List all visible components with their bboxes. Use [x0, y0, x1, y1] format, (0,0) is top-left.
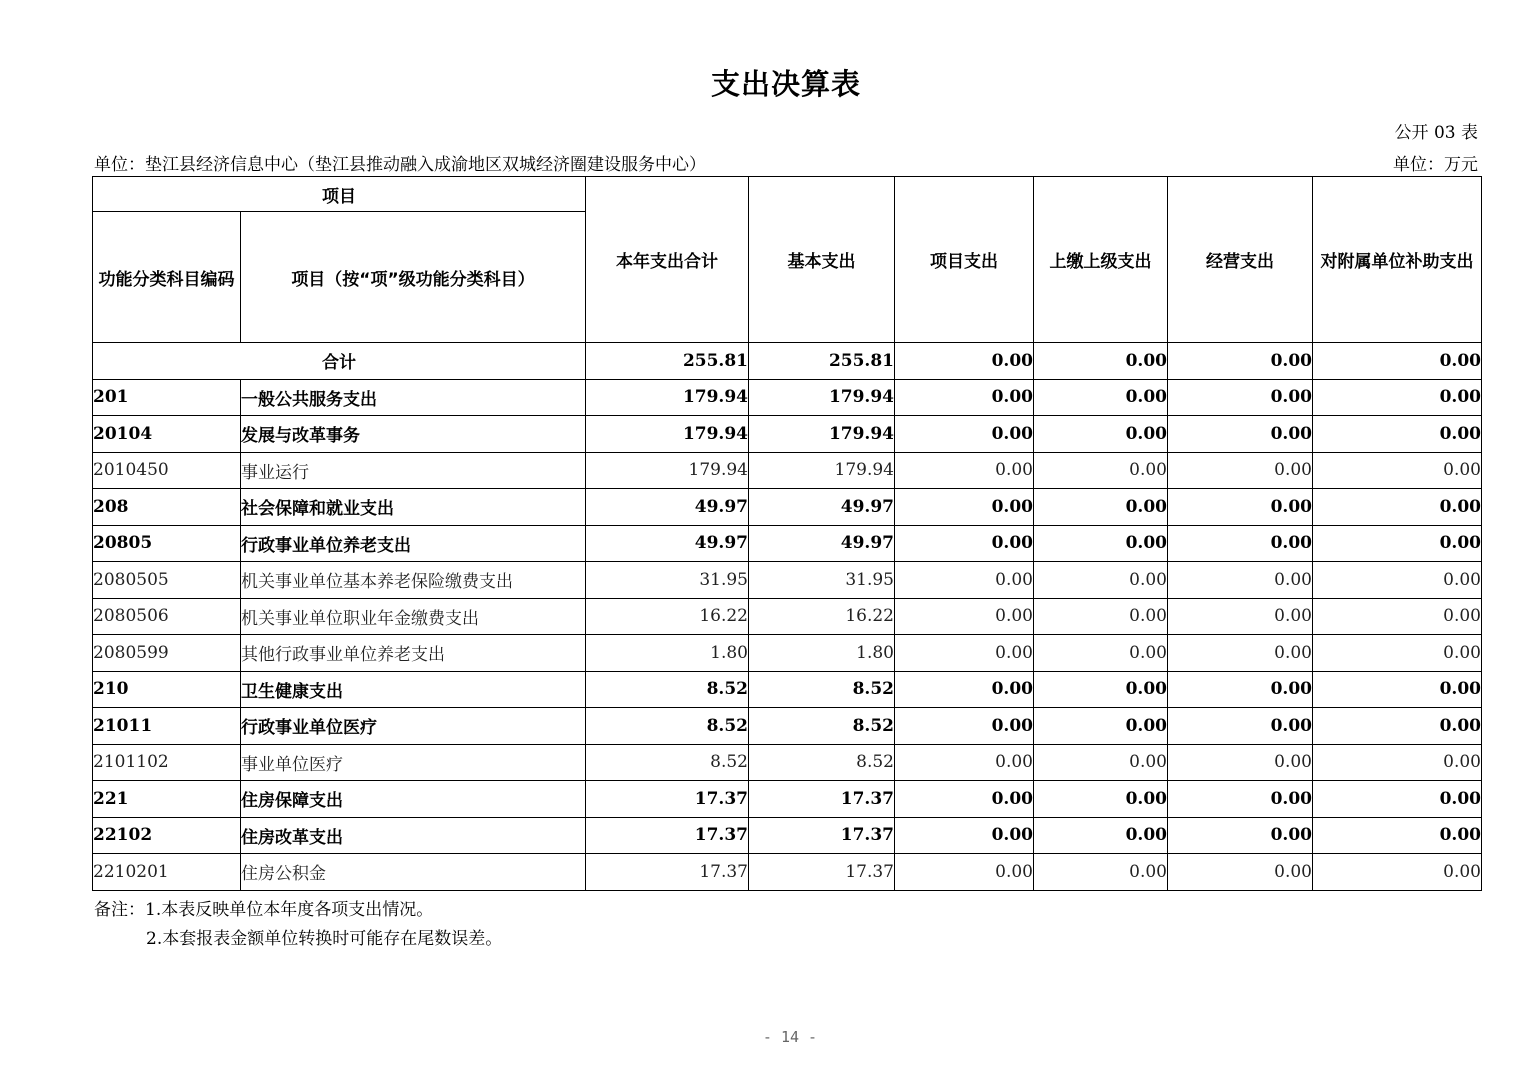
row-value: 0.00	[1168, 452, 1313, 489]
header-col-name: 项目（按“项”级功能分类科目）	[241, 212, 586, 343]
row-value: 0.00	[1168, 708, 1313, 745]
row-value: 0.00	[1313, 635, 1482, 672]
row-value: 8.52	[749, 671, 895, 708]
table-row	[93, 635, 1482, 672]
row-value: 0.00	[1034, 416, 1168, 453]
row-code: 2080599	[93, 635, 241, 672]
row-value: 179.94	[586, 379, 749, 416]
row-code: 20805	[93, 525, 241, 562]
row-value: 49.97	[586, 489, 749, 526]
total-label: 合计	[93, 343, 586, 380]
table-row	[93, 671, 1482, 708]
row-value: 0.00	[895, 781, 1034, 818]
row-value: 16.22	[749, 598, 895, 635]
row-value: 0.00	[895, 854, 1034, 891]
header-col-total-expenditure: 本年支出合计	[586, 177, 749, 343]
row-value: 179.94	[749, 452, 895, 489]
row-value: 0.00	[1168, 562, 1313, 599]
row-name: 事业运行	[241, 452, 586, 489]
total-row	[93, 343, 1482, 380]
row-value: 0.00	[1313, 854, 1482, 891]
row-value: 0.00	[1168, 525, 1313, 562]
row-value: 0.00	[1034, 854, 1168, 891]
header-col-basic-expenditure: 基本支出	[749, 177, 895, 343]
row-value: 0.00	[1313, 452, 1482, 489]
header-col-code: 功能分类科目编码	[93, 212, 241, 343]
row-value: 31.95	[749, 562, 895, 599]
amount-unit: 单位：万元	[1393, 155, 1478, 175]
row-value: 0.00	[1168, 598, 1313, 635]
table-body	[93, 343, 1482, 891]
row-name: 住房保障支出	[241, 781, 586, 818]
row-name: 行政事业单位医疗	[241, 708, 586, 745]
row-value: 0.00	[1313, 744, 1482, 781]
row-value: 0.00	[1034, 525, 1168, 562]
row-code: 2210201	[93, 854, 241, 891]
table-row	[93, 489, 1482, 526]
row-code: 2010450	[93, 452, 241, 489]
page-title: 支出决算表	[710, 67, 861, 101]
row-value: 0.00	[1168, 416, 1313, 453]
row-value: 0.00	[1034, 708, 1168, 745]
row-value: 31.95	[586, 562, 749, 599]
row-value: 0.00	[895, 635, 1034, 672]
row-value: 0.00	[1168, 817, 1313, 854]
row-code: 221	[93, 781, 241, 818]
row-value: 0.00	[1034, 817, 1168, 854]
row-value: 0.00	[1034, 635, 1168, 672]
row-value: 0.00	[895, 452, 1034, 489]
row-value: 0.00	[1034, 562, 1168, 599]
row-name: 卫生健康支出	[241, 671, 586, 708]
form-number: 公开 03 表	[1394, 123, 1478, 143]
total-value: 0.00	[1168, 343, 1313, 380]
row-value: 0.00	[1313, 708, 1482, 745]
row-code: 210	[93, 671, 241, 708]
row-value: 17.37	[749, 781, 895, 818]
header-col-project-expenditure: 项目支出	[895, 177, 1034, 343]
row-value: 0.00	[895, 562, 1034, 599]
row-name: 社会保障和就业支出	[241, 489, 586, 526]
row-code: 22102	[93, 817, 241, 854]
row-value: 8.52	[749, 744, 895, 781]
total-value: 255.81	[749, 343, 895, 380]
row-code: 20104	[93, 416, 241, 453]
row-value: 0.00	[1313, 817, 1482, 854]
row-value: 0.00	[1034, 744, 1168, 781]
notes	[94, 896, 502, 954]
row-value: 17.37	[586, 781, 749, 818]
row-value: 0.00	[1034, 598, 1168, 635]
row-value: 1.80	[586, 635, 749, 672]
row-value: 17.37	[749, 854, 895, 891]
header-col-subsidy-affiliated: 对附属单位补助支出	[1313, 177, 1482, 343]
row-value: 0.00	[1168, 854, 1313, 891]
row-value: 0.00	[1313, 489, 1482, 526]
row-value: 8.52	[586, 708, 749, 745]
row-name: 机关事业单位职业年金缴费支出	[241, 598, 586, 635]
table-row	[93, 525, 1482, 562]
row-value: 0.00	[895, 416, 1034, 453]
row-value: 0.00	[895, 489, 1034, 526]
row-value: 0.00	[1168, 671, 1313, 708]
table-row	[93, 854, 1482, 891]
row-value: 179.94	[586, 416, 749, 453]
row-value: 179.94	[586, 452, 749, 489]
page-number: - 14 -	[762, 1028, 818, 1046]
table-row	[93, 781, 1482, 818]
row-value: 0.00	[1313, 562, 1482, 599]
row-value: 0.00	[1034, 781, 1168, 818]
table-row	[93, 744, 1482, 781]
row-value: 0.00	[1313, 598, 1482, 635]
row-name: 行政事业单位养老支出	[241, 525, 586, 562]
row-value: 17.37	[749, 817, 895, 854]
row-name: 机关事业单位基本养老保险缴费支出	[241, 562, 586, 599]
row-name: 事业单位医疗	[241, 744, 586, 781]
table-row	[93, 708, 1482, 745]
row-value: 1.80	[749, 635, 895, 672]
header-col-operating-expenditure: 经营支出	[1168, 177, 1313, 343]
row-value: 0.00	[1034, 671, 1168, 708]
row-value: 0.00	[1313, 525, 1482, 562]
row-value: 17.37	[586, 854, 749, 891]
row-value: 0.00	[1168, 379, 1313, 416]
row-name: 其他行政事业单位养老支出	[241, 635, 586, 672]
row-value: 8.52	[749, 708, 895, 745]
row-value: 179.94	[749, 416, 895, 453]
header-project-group: 项目	[93, 177, 586, 212]
row-code: 201	[93, 379, 241, 416]
table-row	[93, 562, 1482, 599]
note-line-2: 2.本套报表金额单位转换时可能存在尾数误差。	[146, 929, 503, 949]
row-value: 0.00	[895, 598, 1034, 635]
row-value: 0.00	[895, 817, 1034, 854]
total-value: 255.81	[586, 343, 749, 380]
row-code: 2080506	[93, 598, 241, 635]
row-name: 住房公积金	[241, 854, 586, 891]
table-row	[93, 452, 1482, 489]
row-value: 0.00	[1313, 416, 1482, 453]
total-value: 0.00	[1313, 343, 1482, 380]
table-row	[93, 598, 1482, 635]
row-value: 8.52	[586, 744, 749, 781]
row-value: 0.00	[1168, 781, 1313, 818]
row-value: 0.00	[1034, 489, 1168, 526]
header-col-remit-superior: 上缴上级支出	[1034, 177, 1168, 343]
row-value: 0.00	[1034, 379, 1168, 416]
row-value: 0.00	[1168, 635, 1313, 672]
row-code: 21011	[93, 708, 241, 745]
table-row	[93, 379, 1482, 416]
expenditure-table	[92, 176, 1482, 891]
total-value: 0.00	[895, 343, 1034, 380]
row-value: 0.00	[895, 744, 1034, 781]
total-value: 0.00	[1034, 343, 1168, 380]
row-code: 2101102	[93, 744, 241, 781]
row-value: 0.00	[895, 671, 1034, 708]
row-value: 0.00	[1168, 744, 1313, 781]
row-value: 0.00	[1313, 379, 1482, 416]
row-value: 0.00	[895, 379, 1034, 416]
row-name: 住房改革支出	[241, 817, 586, 854]
table-row	[93, 817, 1482, 854]
row-name: 发展与改革事务	[241, 416, 586, 453]
row-value: 49.97	[749, 525, 895, 562]
row-value: 0.00	[895, 708, 1034, 745]
row-value: 17.37	[586, 817, 749, 854]
row-value: 49.97	[749, 489, 895, 526]
reporting-unit: 单位：垫江县经济信息中心（垫江县推动融入成渝地区双城经济圈建设服务中心）	[94, 155, 706, 175]
row-code: 208	[93, 489, 241, 526]
row-value: 16.22	[586, 598, 749, 635]
row-value: 0.00	[895, 525, 1034, 562]
row-value: 8.52	[586, 671, 749, 708]
row-value: 0.00	[1313, 781, 1482, 818]
table-row	[93, 416, 1482, 453]
row-value: 49.97	[586, 525, 749, 562]
row-value: 0.00	[1168, 489, 1313, 526]
row-code: 2080505	[93, 562, 241, 599]
row-value: 0.00	[1313, 671, 1482, 708]
row-value: 179.94	[749, 379, 895, 416]
row-name: 一般公共服务支出	[241, 379, 586, 416]
note-line-1: 备注：1.本表反映单位本年度各项支出情况。	[94, 900, 434, 920]
row-value: 0.00	[1034, 452, 1168, 489]
